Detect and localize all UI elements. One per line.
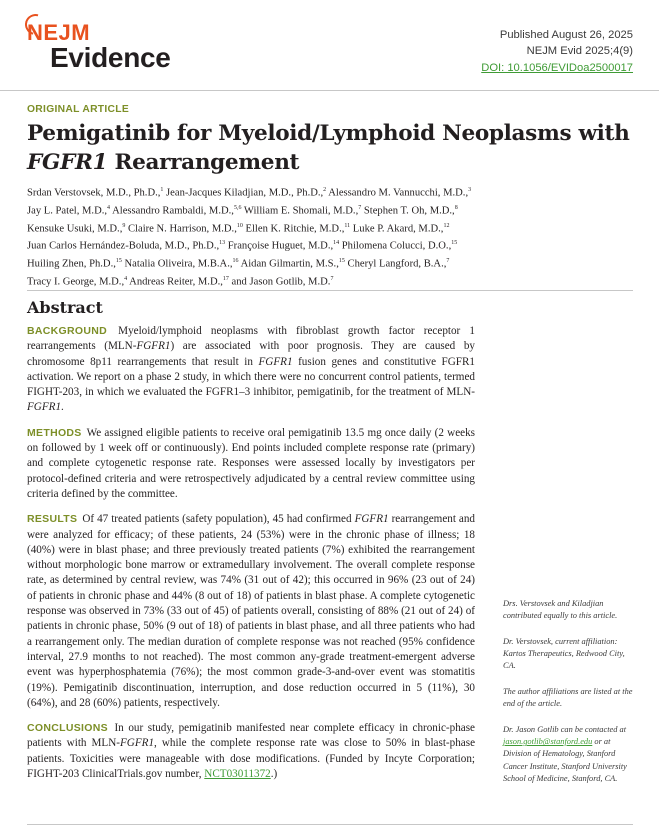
contact-email-link[interactable]: jason.gotlib@stanford.edu xyxy=(503,737,593,747)
side-notes xyxy=(503,598,638,798)
abstract-background: BACKGROUND Myeloid/lymphoid neoplasms with fibroblast growth factor receptor 1 rearrangements (MLN-FGFR1) are associated with poor prognosis. They are caused by chromosome 8p11 rearrangements that result in FGFR1 fusion genes and constitutive FGFR1 activation. We report on a phase 2 study, in which there were no concurrent control patients, termed FIGHT-203, in which we evaluated the FGFR1–3 inhibitor, pemigatinib, for the treatment of MLN-FGFR1. xyxy=(27,325,475,414)
author-line: Srdan Verstovsek, M.D., Ph.D.,$^1$ Jean-Jacques Kiladjian, M.D., Ph.D.,$^2$ Alessandro M. Vannucchi, M.D.,$^3$ xyxy=(27,187,472,199)
published-date: Published August 26, 2025 xyxy=(499,29,633,41)
abstract-heading: Abstract xyxy=(27,298,103,317)
journal-logo xyxy=(27,20,171,80)
section-label-methods: METHODS xyxy=(27,426,82,439)
section-label-background: BACKGROUND xyxy=(27,325,107,337)
footer-divider xyxy=(27,824,633,825)
author-line: Juan Carlos Hernández-Boluda, M.D., Ph.D.,$^{13}$ Françoise Huguet, M.D.,$^{14}$ Philomena Colucci, D.O.,$^{15}$ xyxy=(27,240,458,253)
abstract-conclusions: CONCLUSIONS In our study, pemigatinib manifested near complete efficacy in chronic-phase patients with MLN-FGFR1, while the complete response rate was close to 50% in blast-phase patients. Toxicities were manageable with dose modifications. (Funded by Incyte Corporation; FIGHT-203 ClinicalTrials.gov number, NCT03011372.) xyxy=(27,722,476,781)
citation: NEJM Evid 2025;4(9) xyxy=(526,45,633,58)
author-line: Huiling Zhen, Ph.D.,$^{15}$ Natalia Oliveira, M.B.A.,$^{16}$ Aidan Gilmartin, M.S.,$^{15}$ Cheryl Langford, B.A.,$^7$ xyxy=(27,258,450,270)
article-type-label: ORIGINAL ARTICLE xyxy=(27,104,130,115)
sidenote: The author affiliations are listed at the end of the article. xyxy=(503,687,633,709)
author-line: Jay L. Patel, M.D.,$^4$ Alessandro Rambaldi, M.D.,$^{5,6}$ William E. Shomali, M.D.,$^7$ Stephen T. Oh, M.D.,$^8$ xyxy=(27,204,458,217)
sidenote: Drs. Verstovsek and Kiladjian contributed equally to this article. xyxy=(503,599,618,621)
author-line: Tracy I. George, M.D.,$^4$ Andreas Reiter, M.D.,$^{17}$ and Jason Gotlib, M.D.$^7$ xyxy=(27,276,334,288)
abstract-body xyxy=(27,324,475,792)
section-label-conclusions: CONCLUSIONS xyxy=(27,722,108,735)
author-line: Kensuke Usuki, M.D.,$^9$ Claire N. Harrison, M.D.,$^{10}$ Ellen K. Ritchie, M.D.,$^{11}$ Luke P. Akard, M.D.,$^{12}$ xyxy=(27,222,450,235)
clinical-trial-link[interactable]: NCT03011372 xyxy=(204,768,271,781)
publication-info xyxy=(481,27,633,76)
sidenote: Dr. Jason Gotlib can be contacted at jason.gotlib@stanford.edu or at Division of Hematology, Stanford Cancer Institute, Stanford University School of Medicine, Stanford, CA. xyxy=(503,724,627,783)
abstract-results: RESULTS Of 47 treated patients (safety population), 45 had confirmed FGFR1 rearrangement and were analyzed for efficacy; of these patients, 24 (53%) were in the chronic phase of illness; 18 (40%) were in blast phase; and three previously treated patients (7%) exhibited the rearrangement without morphologic bone marrow or extramedullary involvement. The overall complete response rate, as determined by central review, was 74% (31 out of 42); this occurred in 96% (23 out of 24) of patients in chronic phase and 44% (8 out of 18) of patients in blast phase. A complete cytogenetic response was observed in 73% (33 out of 45) of patients overall, consisting of 88% (21 out of 24) of patients in chronic phase, 50% (9 out of 18) of patients in blast phase, and all three patients who had a rearrangement only. The median duration of complete response was not reached (95% confidence interval, 27.9 months to not reached). The most common any-grade treatment-emergent adverse event was hyperphosphatemia (76%); the most common grade-3-and-over event was stomatitis (19%). Pemigatinib discontinuation, interruption, and dose reduction occurred in 5 (11%), 30 (64%), and 28 (60%) patients, respectively. xyxy=(27,513,476,709)
doi-link[interactable]: DOI: 10.1056/EVIDoa2500017 xyxy=(481,61,633,74)
logo-evidence-text: Evidence xyxy=(50,42,171,73)
header-divider xyxy=(0,90,659,91)
abstract-divider xyxy=(27,290,633,291)
author-list xyxy=(27,183,637,290)
section-label-results: RESULTS xyxy=(27,513,78,526)
sidenote: Dr. Verstovsek, current affiliation: Kartos Therapeutics, Redwood City, CA. xyxy=(503,636,625,671)
article-title: Pemigatinib for Myeloid/Lymphoid Neoplasms with FGFR1 Rearrangement xyxy=(27,121,630,175)
abstract-methods: METHODS We assigned eligible patients to receive oral pemigatinib 13.5 mg once daily (2 weeks on followed by 1 week off or continuously). End points included complete response rate (primary) and complete cytogenetic response rate. Responses were assessed locally by investigators per protocol-defined criteria and were retrospectively adjudicated by a central review committee using criteria defined by the committee. xyxy=(27,426,475,500)
logo-nejm-text: NEJM xyxy=(27,20,90,46)
